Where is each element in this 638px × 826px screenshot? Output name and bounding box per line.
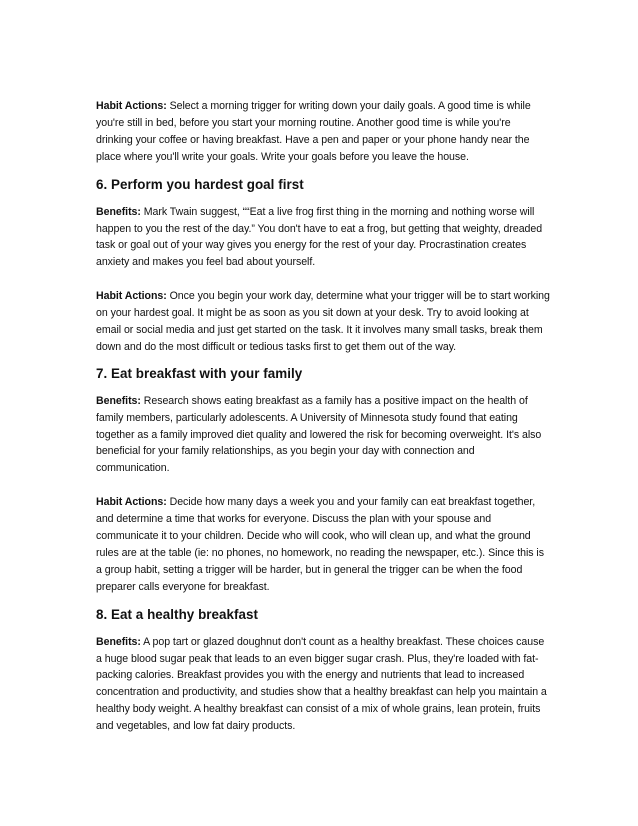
- habit-actions-paragraph: [96, 288, 550, 356]
- habit-actions-paragraph: [96, 494, 550, 595]
- habit-actions-label: Habit Actions:: [96, 496, 167, 509]
- section-heading: 7. Eat breakfast with your family: [96, 365, 303, 381]
- benefits-label: Benefits:: [96, 205, 141, 218]
- document-page: [96, 98, 550, 752]
- intro-habit-actions-paragraph: [96, 98, 550, 166]
- habit-actions-text: Once you begin your work day, determine what your trigger will be to start working on your hardest goal. It might be as soon as you sit down at your desk. Try to avoid looking at email or social media and just get started on the task. It it involves many small tasks, break them down and do the most difficult or tedious tasks first to get them out of the way.: [96, 290, 550, 353]
- benefits-text: A pop tart or glazed doughnut don't count as a healthy breakfast. These choices cause a huge blood sugar peak that leads to an even bigger sugar crash. Plus, they're loaded with fat-packing calories. Breakfast provides you with the energy and nutrients that lead to increased concentration and productivity, and studies show that a healthy breakfast can help you maintain a healthy body weight. A healthy breakfast can consist of a mix of whole grains, lean protein, fruits and vegetables, and low fat dairy products.: [96, 635, 547, 733]
- habit-actions-label: Habit Actions:: [96, 100, 167, 112]
- section-7: [96, 365, 550, 596]
- section-heading: 6. Perform you hardest goal first: [96, 176, 304, 192]
- habit-actions-label: Habit Actions:: [96, 290, 167, 303]
- section-6: [96, 176, 550, 356]
- section-heading: 8. Eat a healthy breakfast: [96, 606, 259, 622]
- benefits-text: Research shows eating breakfast as a family has a positive impact on the health of family members, particularly adolescents. A University of Minnesota study found that eating together as a family improved diet quality and lowered the risk for becoming overweight. It's also beneficial for your family relationships, as you begin your day with connection and communication.: [96, 394, 542, 475]
- habit-actions-text: Select a morning trigger for writing down your daily goals. A good time is while you're still in bed, before you start your morning routine. Another good time is while you're drinking your coffee or having breakfast. Have a pen and paper or your phone handy near the place where you'll write your goals. Write your goals before you leave the house.: [96, 100, 531, 163]
- benefits-paragraph: [96, 393, 550, 478]
- benefits-paragraph: [96, 634, 550, 735]
- benefits-paragraph: [96, 204, 550, 272]
- section-8: [96, 606, 550, 735]
- benefits-text: Mark Twain suggest, ““Eat a live frog first thing in the morning and nothing worse will happen to you the rest of the day.” You don't have to eat a frog, but getting that weighty, dreaded task or goal out of your way gives you energy for the rest of your day. Procrastination creates anxiety and makes you feel bad about yourself.: [96, 205, 543, 269]
- benefits-label: Benefits:: [96, 394, 141, 407]
- benefits-label: Benefits:: [96, 635, 141, 648]
- habit-actions-text: Decide how many days a week you and your family can eat breakfast together, and determine a time that works for everyone. Discuss the plan with your spouse and communicate it to your children. Decide who will cook, who will clean up, and what the ground rules are at the table (ie: no phones, no homework, no reading the newspaper, etc.). Since this is a group habit, setting a trigger will be harder, but in general the trigger can be when the food preparer calls everyone for breakfast.: [96, 496, 544, 593]
